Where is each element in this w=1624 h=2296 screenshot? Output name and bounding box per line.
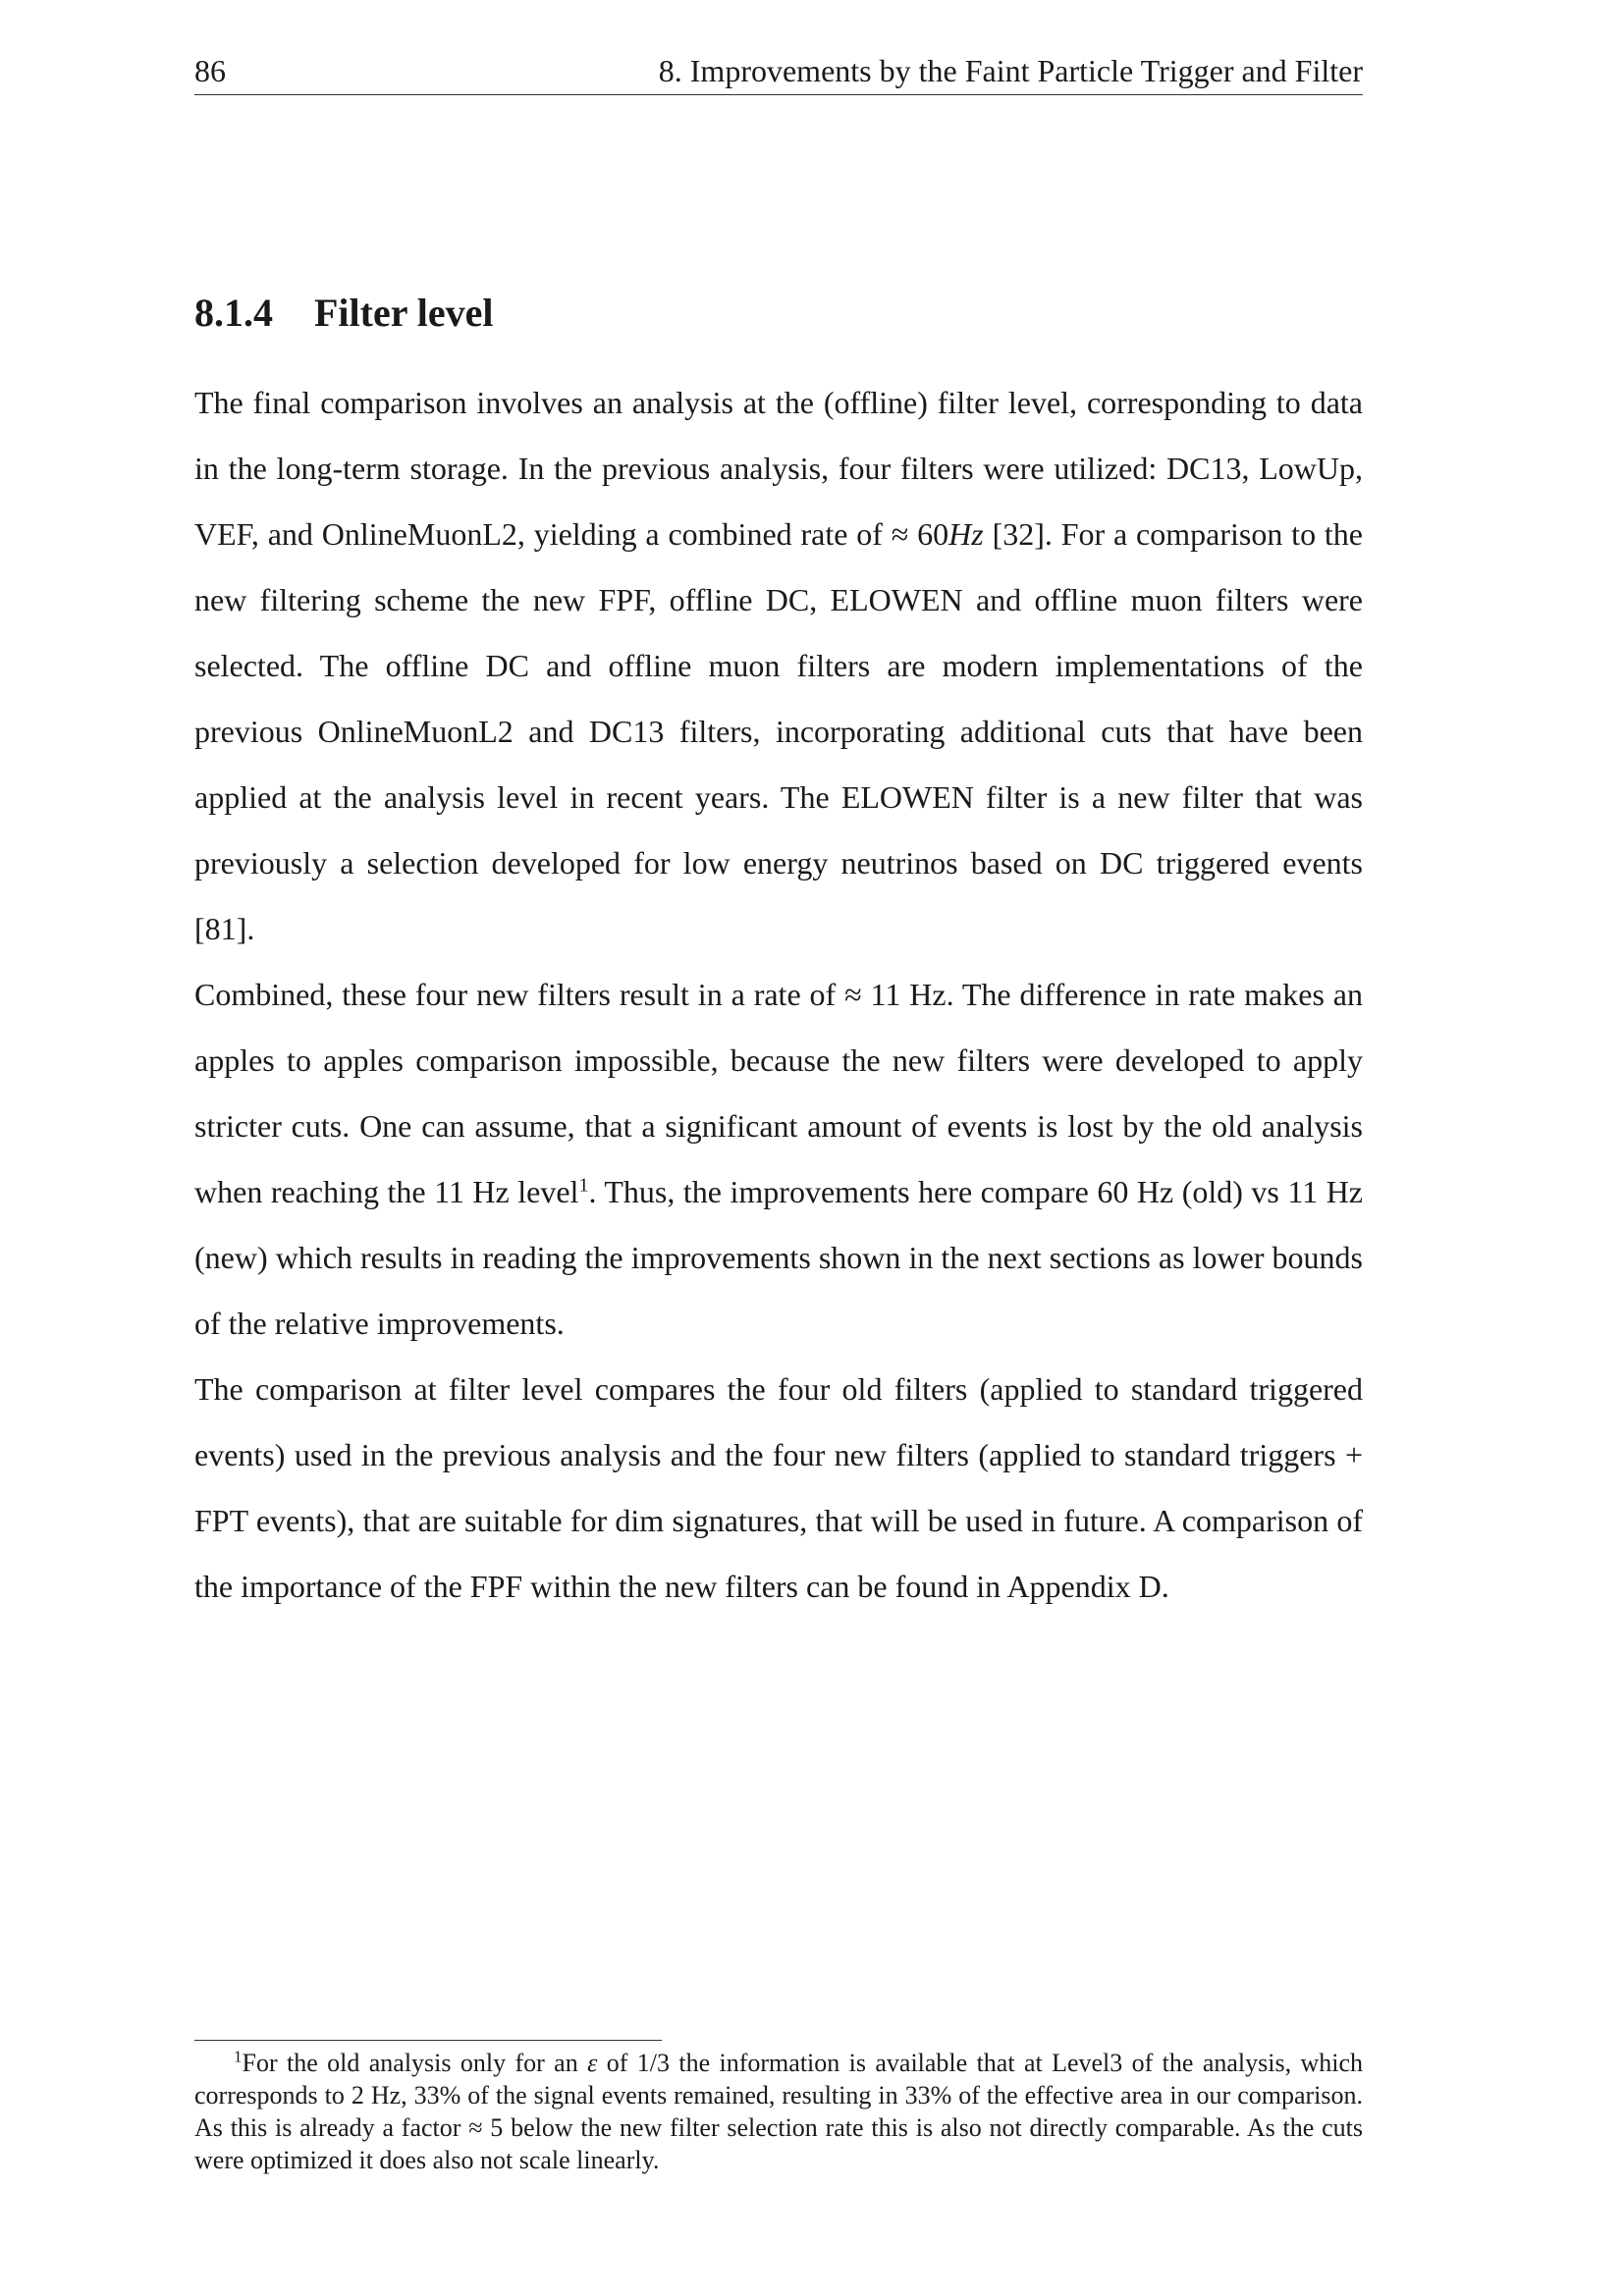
math-unit-hz: Hz — [948, 516, 984, 552]
footnote-text-b: of 1/3 the information is available that at Level3 of the analysis, which corresponds to 2 Hz, 33% of the signal events remained, resulting in 33% of the effective area in our comparison. As this is already a factor ≈ 5 below the new filter selection rate this is also not directly comparable. As the cuts were optimized it does also not scale linearly. — [194, 2049, 1364, 2174]
section-heading — [194, 288, 494, 339]
footnote-divider — [194, 2040, 662, 2041]
paragraph-1-text-a: The final comparison involves an analysis at the (offline) filter level, corresponding to data in the long-term storage. In the previous analysis, four filters were utilized: DC13, LowUp, VEF, and OnlineMuonL2, yielding a combined rate of ≈ 60 — [194, 385, 1363, 552]
section-number: 8.1.4 — [194, 291, 273, 335]
footnote — [194, 2047, 1363, 2176]
footnote-reference[interactable]: 1 — [578, 1174, 589, 1197]
math-epsilon: ε — [587, 2049, 598, 2077]
paragraph-2-text-a: Combined, these four new filters result in a rate of ≈ 11 Hz. The difference in rate makes an apples to apples comparison impossible, because the new filters were developed to apply stricter cuts. One can assume, that a significant amount of events is lost by the old analysis when reaching the 11 Hz level — [194, 977, 1363, 1209]
paragraph-1-text-b: [32]. For a comparison to the new filtering scheme the new FPF, offline DC, ELOWEN and offline muon filters were selected. The offline DC and offline muon filters are modern implementations of the previous OnlineMuonL2 and DC13 filters, incorporating additional cuts that have been applied at the analysis level in recent years. The ELOWEN filter is a new filter that was previously a selection developed for low energy neutrinos based on DC triggered events [81]. — [194, 516, 1364, 946]
paragraph-2-text-b: . Thus, the improvements here compare 60 Hz (old) vs 11 Hz (new) which results in reading the improvements shown in the next sections as lower bounds of the relative improvements. — [194, 1174, 1364, 1341]
body-text — [194, 370, 1363, 1620]
running-header — [194, 51, 1363, 95]
document-page — [194, 0, 1363, 2296]
page-number: 86 — [194, 53, 226, 88]
paragraph-2 — [194, 962, 1363, 1357]
paragraph-1 — [194, 370, 1363, 962]
section-title: Filter level — [314, 291, 494, 335]
footnote-text-a: For the old analysis only for an — [242, 2049, 588, 2077]
footnote-mark: 1 — [234, 2047, 243, 2066]
paragraph-3: The comparison at filter level compares the four old filters (applied to standard triggered events) used in the previous analysis and the four new filters (applied to standard triggers + FPT events), that are suitable for dim signatures, that will be used in future. A comparison of the importance of the FPF within the new filters can be found in Appendix D. — [194, 1371, 1363, 1604]
chapter-title: 8. Improvements by the Faint Particle Trigger and Filter — [658, 53, 1363, 88]
